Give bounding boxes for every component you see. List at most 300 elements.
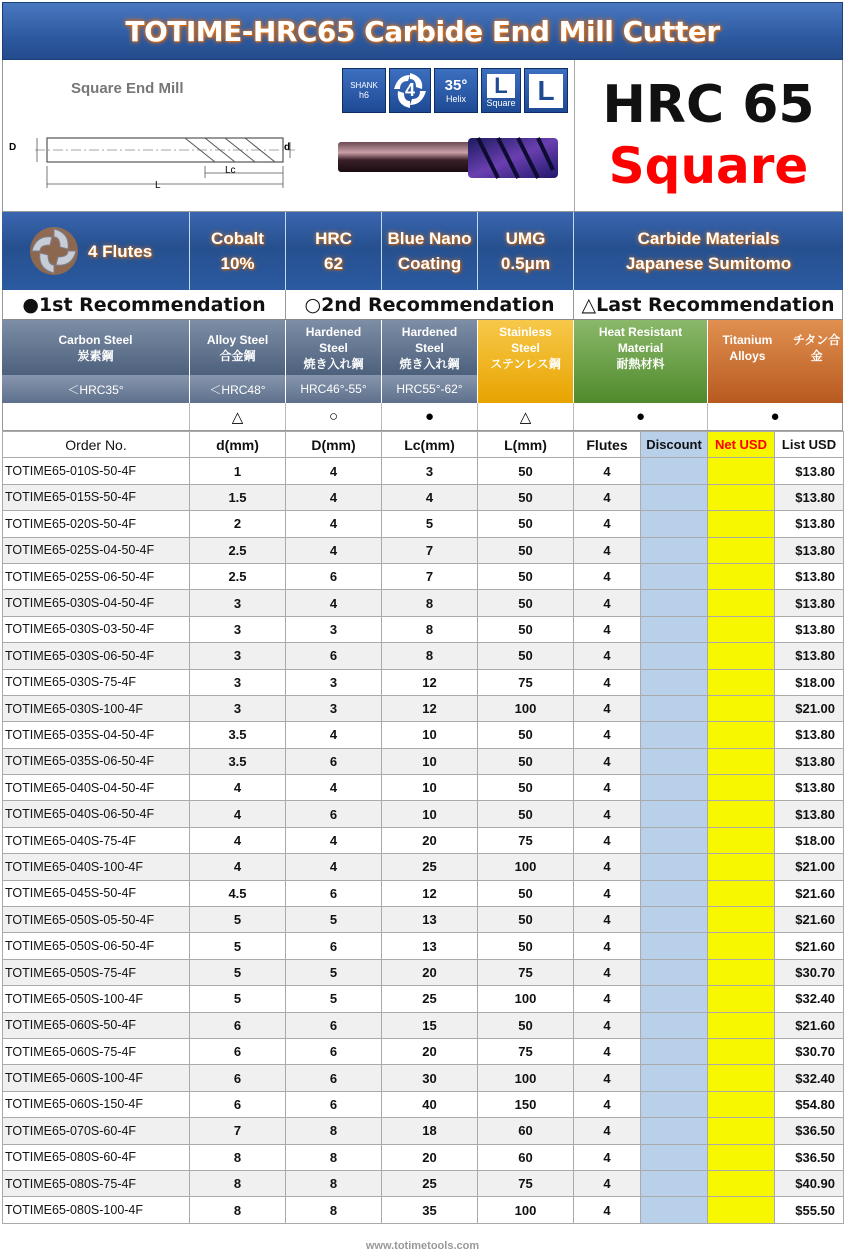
list-usd-cell: $21.60 — [775, 880, 844, 906]
feature-umg — [478, 212, 574, 290]
d-cell: 5 — [190, 907, 286, 933]
first-recommendation: ●1st Recommendation — [3, 290, 286, 319]
material-name: Stainless Steel — [499, 324, 552, 355]
header-lc: Lc(mm) — [382, 432, 478, 458]
l-cell: 75 — [478, 669, 574, 695]
table-row — [3, 484, 844, 510]
table-row — [3, 1065, 844, 1091]
flutes-cell: 4 — [574, 933, 641, 959]
D-cell: 4 — [286, 537, 382, 563]
order-no-cell: TOTIME65-040S-100-4F — [3, 854, 190, 880]
flutes-cell: 4 — [574, 854, 641, 880]
D-cell: 6 — [286, 1012, 382, 1038]
net-usd-cell — [708, 959, 775, 985]
feature-carbide — [574, 212, 843, 290]
list-usd-cell: $21.00 — [775, 695, 844, 721]
flutes-cell: 4 — [574, 590, 641, 616]
D-cell: 8 — [286, 1118, 382, 1144]
flutes-cell: 4 — [574, 695, 641, 721]
D-cell: 6 — [286, 801, 382, 827]
D-cell: 6 — [286, 880, 382, 906]
table-row — [3, 1118, 844, 1144]
l-cell: 100 — [478, 1197, 574, 1223]
d-cell: 5 — [190, 986, 286, 1012]
D-cell: 6 — [286, 1091, 382, 1117]
lc-cell: 35 — [382, 1197, 478, 1223]
header-D: D(mm) — [286, 432, 382, 458]
net-usd-cell — [708, 616, 775, 642]
page-title: TOTIME-HRC65 Carbide End Mill Cutter — [125, 14, 720, 48]
discount-cell — [641, 854, 708, 880]
d-cell: 6 — [190, 1091, 286, 1117]
l-cell: 75 — [478, 827, 574, 853]
l-cell: 50 — [478, 484, 574, 510]
D-cell: 5 — [286, 959, 382, 985]
order-no-cell: TOTIME65-010S-50-4F — [3, 458, 190, 484]
flutes-cell: 4 — [574, 1091, 641, 1117]
d-cell: 8 — [190, 1144, 286, 1170]
spec-badges — [342, 68, 568, 113]
l-cell: 50 — [478, 722, 574, 748]
order-no-cell: TOTIME65-035S-06-50-4F — [3, 748, 190, 774]
discount-cell — [641, 511, 708, 537]
list-usd-cell: $13.80 — [775, 458, 844, 484]
d-cell: 5 — [190, 933, 286, 959]
d-cell: 4.5 — [190, 880, 286, 906]
order-no-cell: TOTIME65-030S-75-4F — [3, 669, 190, 695]
symbol-carbon-steel — [3, 403, 190, 430]
net-usd-cell — [708, 748, 775, 774]
discount-cell — [641, 722, 708, 748]
D-cell: 6 — [286, 1038, 382, 1064]
symbol-hardened-steel-1: ○ — [286, 403, 382, 430]
flutes-cell: 4 — [574, 801, 641, 827]
order-no-cell: TOTIME65-025S-04-50-4F — [3, 537, 190, 563]
l-cell: 60 — [478, 1144, 574, 1170]
material-jp: 焼き入れ鋼 — [399, 356, 460, 371]
table-row — [3, 827, 844, 853]
l-cell: 50 — [478, 458, 574, 484]
material-jp: 耐熱材料 — [616, 356, 665, 371]
table-row — [3, 511, 844, 537]
list-usd-cell: $40.90 — [775, 1170, 844, 1196]
order-no-cell: TOTIME65-030S-04-50-4F — [3, 590, 190, 616]
order-no-cell: TOTIME65-045S-50-4F — [3, 880, 190, 906]
list-usd-cell: $13.80 — [775, 722, 844, 748]
material-hardened-steel-1 — [286, 320, 382, 403]
net-usd-cell — [708, 458, 775, 484]
header-list-usd: List USD — [775, 432, 844, 458]
l-cell: 50 — [478, 643, 574, 669]
hrc-heading: HRC 65 — [602, 74, 815, 135]
shank-badge — [342, 68, 386, 113]
net-usd-cell — [708, 563, 775, 589]
D-cell: 3 — [286, 669, 382, 695]
list-usd-cell: $32.40 — [775, 1065, 844, 1091]
lc-cell: 13 — [382, 907, 478, 933]
table-row — [3, 880, 844, 906]
feature-coating-value: Coating — [397, 254, 462, 273]
table-row — [3, 1038, 844, 1064]
material-name: Titanium Alloys — [722, 332, 773, 363]
order-no-cell: TOTIME65-050S-06-50-4F — [3, 933, 190, 959]
flutes-cell: 4 — [574, 1038, 641, 1064]
flutes-cell: 4 — [574, 1170, 641, 1196]
table-row — [3, 722, 844, 748]
d-cell: 7 — [190, 1118, 286, 1144]
d-cell: 4 — [190, 827, 286, 853]
discount-cell — [641, 986, 708, 1012]
net-usd-cell — [708, 1197, 775, 1223]
square-heading: Square — [608, 136, 809, 195]
flutes-cell: 4 — [574, 563, 641, 589]
lc-cell: 20 — [382, 827, 478, 853]
material-hrc: HRC46°-55° — [286, 375, 381, 403]
flutes-cell: 4 — [574, 1118, 641, 1144]
order-no-cell: TOTIME65-030S-06-50-4F — [3, 643, 190, 669]
flutes-cell: 4 — [574, 959, 641, 985]
list-usd-cell: $54.80 — [775, 1091, 844, 1117]
list-usd-cell: $21.00 — [775, 854, 844, 880]
length-badge — [524, 68, 568, 113]
shank-tolerance: h6 — [358, 90, 369, 100]
list-usd-cell: $30.70 — [775, 959, 844, 985]
helix-angle: 35° — [444, 77, 468, 94]
table-row — [3, 695, 844, 721]
l-cell: 75 — [478, 1038, 574, 1064]
discount-cell — [641, 643, 708, 669]
length-icon: L — [529, 74, 563, 108]
order-no-cell: TOTIME65-070S-60-4F — [3, 1118, 190, 1144]
net-usd-cell — [708, 827, 775, 853]
lc-cell: 10 — [382, 722, 478, 748]
table-row — [3, 801, 844, 827]
list-usd-cell: $21.60 — [775, 933, 844, 959]
d-cell: 3 — [190, 590, 286, 616]
square-label: Square — [486, 97, 516, 108]
list-usd-cell: $36.50 — [775, 1118, 844, 1144]
material-jp: チタン合金 — [792, 332, 841, 363]
table-row — [3, 616, 844, 642]
flutes-cell: 4 — [574, 537, 641, 563]
flutes-cell: 4 — [574, 986, 641, 1012]
feature-cobalt — [190, 212, 286, 290]
l-cell: 75 — [478, 959, 574, 985]
discount-cell — [641, 1197, 708, 1223]
l-cell: 50 — [478, 801, 574, 827]
d-cell: 1.5 — [190, 484, 286, 510]
D-cell: 6 — [286, 933, 382, 959]
D-cell: 4 — [286, 484, 382, 510]
D-cell: 6 — [286, 643, 382, 669]
material-alloy-steel — [190, 320, 286, 403]
table-row — [3, 907, 844, 933]
table-row — [3, 1091, 844, 1117]
l-cell: 50 — [478, 616, 574, 642]
lc-cell: 5 — [382, 511, 478, 537]
discount-cell — [641, 827, 708, 853]
table-row — [3, 1170, 844, 1196]
discount-cell — [641, 1170, 708, 1196]
discount-cell — [641, 669, 708, 695]
d-cell: 8 — [190, 1170, 286, 1196]
list-usd-cell: $13.80 — [775, 511, 844, 537]
drawing-label-lc: Lc — [225, 165, 236, 176]
header-discount: Discount — [641, 432, 708, 458]
discount-cell — [641, 616, 708, 642]
order-no-cell: TOTIME65-080S-75-4F — [3, 1170, 190, 1196]
D-cell: 5 — [286, 986, 382, 1012]
material-stainless-steel — [478, 320, 574, 403]
list-usd-cell: $13.80 — [775, 590, 844, 616]
order-no-cell: TOTIME65-060S-150-4F — [3, 1091, 190, 1117]
discount-cell — [641, 484, 708, 510]
flutes-cell: 4 — [574, 1012, 641, 1038]
lc-cell: 25 — [382, 854, 478, 880]
net-usd-cell — [708, 669, 775, 695]
lc-cell: 7 — [382, 537, 478, 563]
discount-cell — [641, 801, 708, 827]
order-no-cell: TOTIME65-040S-04-50-4F — [3, 775, 190, 801]
d-cell: 3.5 — [190, 748, 286, 774]
D-cell: 4 — [286, 511, 382, 537]
flutes-cell: 4 — [574, 907, 641, 933]
material-jp: 焼き入れ鋼 — [303, 356, 364, 371]
order-no-cell: TOTIME65-060S-100-4F — [3, 1065, 190, 1091]
flutes-cell: 4 — [574, 1144, 641, 1170]
d-cell: 3 — [190, 616, 286, 642]
lc-cell: 20 — [382, 959, 478, 985]
list-usd-cell: $36.50 — [775, 1144, 844, 1170]
order-no-cell: TOTIME65-020S-50-4F — [3, 511, 190, 537]
table-row — [3, 643, 844, 669]
order-no-cell: TOTIME65-040S-75-4F — [3, 827, 190, 853]
header-net-usd: Net USD — [708, 432, 775, 458]
net-usd-cell — [708, 1170, 775, 1196]
D-cell: 5 — [286, 907, 382, 933]
discount-cell — [641, 880, 708, 906]
discount-cell — [641, 458, 708, 484]
material-carbon-steel — [2, 320, 190, 403]
material-name: Alloy Steel — [206, 332, 269, 347]
lc-cell: 30 — [382, 1065, 478, 1091]
material-hrc — [478, 375, 573, 403]
feature-coating-label: Blue Nano — [387, 229, 472, 248]
net-usd-cell — [708, 986, 775, 1012]
material-hrc: ＜HRC48° — [190, 375, 285, 403]
d-cell: 6 — [190, 1038, 286, 1064]
D-cell: 4 — [286, 722, 382, 748]
net-usd-cell — [708, 801, 775, 827]
net-usd-cell — [708, 775, 775, 801]
lc-cell: 8 — [382, 590, 478, 616]
feature-carbide-label: Carbide Materials — [637, 229, 780, 248]
lc-cell: 25 — [382, 1170, 478, 1196]
flutes-cell: 4 — [574, 511, 641, 537]
symbol-alloy-steel: △ — [190, 403, 286, 430]
lc-cell: 12 — [382, 669, 478, 695]
net-usd-cell — [708, 695, 775, 721]
D-cell: 4 — [286, 590, 382, 616]
discount-cell — [641, 537, 708, 563]
lc-cell: 10 — [382, 748, 478, 774]
net-usd-cell — [708, 1038, 775, 1064]
net-usd-cell — [708, 722, 775, 748]
l-cell: 60 — [478, 1118, 574, 1144]
list-usd-cell: $21.60 — [775, 907, 844, 933]
discount-cell — [641, 748, 708, 774]
header-l: L(mm) — [478, 432, 574, 458]
l-cell: 50 — [478, 775, 574, 801]
discount-cell — [641, 563, 708, 589]
material-name: Hardened Steel — [305, 324, 362, 355]
list-usd-cell: $13.80 — [775, 801, 844, 827]
footer-url: www.totimetools.com — [365, 1240, 480, 1252]
net-usd-cell — [708, 1144, 775, 1170]
recommendation-symbols — [2, 403, 843, 431]
product-subtitle: Square End Mill — [71, 80, 184, 97]
D-cell: 3 — [286, 616, 382, 642]
square-badge — [481, 68, 521, 113]
d-cell: 2.5 — [190, 563, 286, 589]
end-mill-photo — [338, 132, 563, 184]
drawing-label-l: L — [155, 180, 161, 191]
shank-label: SHANK — [350, 81, 378, 90]
list-usd-cell: $13.80 — [775, 748, 844, 774]
d-cell: 6 — [190, 1065, 286, 1091]
flutes-cell: 4 — [574, 827, 641, 853]
table-row — [3, 959, 844, 985]
flutes-cell: 4 — [574, 484, 641, 510]
end-mill-drawing — [25, 128, 305, 200]
discount-cell — [641, 1144, 708, 1170]
material-jp: 炭素鋼 — [77, 348, 114, 363]
l-cell: 100 — [478, 695, 574, 721]
D-cell: 6 — [286, 748, 382, 774]
net-usd-cell — [708, 907, 775, 933]
material-name: Heat Resistant Material — [598, 324, 683, 355]
lc-cell: 12 — [382, 880, 478, 906]
list-usd-cell: $55.50 — [775, 1197, 844, 1223]
material-jp: 合金鋼 — [219, 348, 256, 363]
l-cell: 50 — [478, 880, 574, 906]
D-cell: 6 — [286, 563, 382, 589]
d-cell: 3 — [190, 643, 286, 669]
order-no-cell: TOTIME65-040S-06-50-4F — [3, 801, 190, 827]
material-row — [2, 320, 843, 403]
product-header — [2, 60, 843, 212]
table-header-row — [3, 432, 844, 458]
table-row — [3, 933, 844, 959]
flutes-cell: 4 — [574, 748, 641, 774]
l-cell: 100 — [478, 854, 574, 880]
flutes-cell: 4 — [574, 722, 641, 748]
order-no-cell: TOTIME65-035S-04-50-4F — [3, 722, 190, 748]
header-d: d(mm) — [190, 432, 286, 458]
lc-cell: 13 — [382, 933, 478, 959]
d-cell: 2.5 — [190, 537, 286, 563]
discount-cell — [641, 695, 708, 721]
table-row — [3, 590, 844, 616]
d-cell: 2 — [190, 511, 286, 537]
material-hrc — [708, 375, 843, 403]
lc-cell: 40 — [382, 1091, 478, 1117]
d-cell: 3.5 — [190, 722, 286, 748]
lc-cell: 3 — [382, 458, 478, 484]
table-row — [3, 537, 844, 563]
lc-cell: 25 — [382, 986, 478, 1012]
table-row — [3, 1197, 844, 1223]
l-cell: 50 — [478, 933, 574, 959]
l-cell: 75 — [478, 1170, 574, 1196]
net-usd-cell — [708, 1091, 775, 1117]
table-row — [3, 1144, 844, 1170]
table-row — [3, 748, 844, 774]
flutes-cell: 4 — [574, 1065, 641, 1091]
flutes-cell: 4 — [574, 616, 641, 642]
table-row — [3, 854, 844, 880]
price-table — [2, 431, 844, 1224]
flutes-cell: 4 — [574, 669, 641, 695]
discount-cell — [641, 1118, 708, 1144]
order-no-cell: TOTIME65-050S-75-4F — [3, 959, 190, 985]
recommendation-bar — [2, 290, 843, 320]
net-usd-cell — [708, 880, 775, 906]
d-cell: 4 — [190, 775, 286, 801]
material-hardened-steel-2 — [382, 320, 478, 403]
lc-cell: 10 — [382, 801, 478, 827]
D-cell: 8 — [286, 1170, 382, 1196]
discount-cell — [641, 1038, 708, 1064]
material-hrc — [574, 375, 707, 403]
net-usd-cell — [708, 643, 775, 669]
discount-cell — [641, 933, 708, 959]
feature-cobalt-value: 10% — [220, 254, 255, 273]
material-hrc: HRC55°-62° — [382, 375, 477, 403]
discount-cell — [641, 590, 708, 616]
table-body — [3, 458, 844, 1223]
l-cell: 50 — [478, 907, 574, 933]
net-usd-cell — [708, 1065, 775, 1091]
lc-cell: 18 — [382, 1118, 478, 1144]
d-cell: 3 — [190, 669, 286, 695]
discount-cell — [641, 907, 708, 933]
order-no-cell: TOTIME65-025S-06-50-4F — [3, 563, 190, 589]
product-illustration-panel — [3, 60, 575, 211]
flutes-cell: 4 — [574, 643, 641, 669]
lc-cell: 4 — [382, 484, 478, 510]
cutter-cross-section-icon — [26, 223, 82, 279]
discount-cell — [641, 1091, 708, 1117]
order-no-cell: TOTIME65-030S-03-50-4F — [3, 616, 190, 642]
l-cell: 100 — [478, 1065, 574, 1091]
flutes-cell: 4 — [574, 458, 641, 484]
d-cell: 6 — [190, 1012, 286, 1038]
list-usd-cell: $13.80 — [775, 563, 844, 589]
feature-coating — [382, 212, 478, 290]
net-usd-cell — [708, 933, 775, 959]
material-name: Carbon Steel — [58, 332, 133, 347]
net-usd-cell — [708, 537, 775, 563]
discount-cell — [641, 1065, 708, 1091]
D-cell: 8 — [286, 1197, 382, 1223]
table-row — [3, 563, 844, 589]
discount-cell — [641, 959, 708, 985]
feature-hrc — [286, 212, 382, 290]
list-usd-cell: $13.80 — [775, 775, 844, 801]
list-usd-cell: $32.40 — [775, 986, 844, 1012]
feature-flutes — [2, 212, 190, 290]
